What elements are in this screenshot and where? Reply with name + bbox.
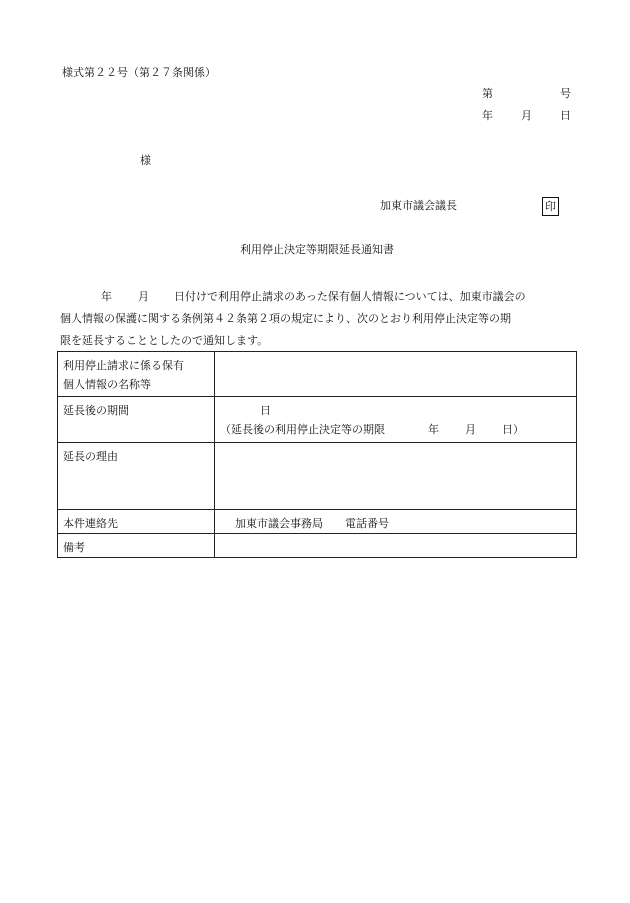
table-row xyxy=(58,534,577,558)
table-row xyxy=(58,397,577,443)
body-line-1-rest: 日付けで利用停止請求のあった保有個人情報については、加東市議会の xyxy=(174,290,526,303)
extension-details-table xyxy=(57,351,577,558)
document-title: 利用停止決定等期限延長通知書 xyxy=(240,243,394,256)
record-name-value xyxy=(215,352,577,397)
body-year: 年 xyxy=(101,290,112,303)
seal-mark: 印 xyxy=(542,197,559,216)
doc-number-suffix: 号 xyxy=(560,87,571,100)
doc-number-prefix: 第 xyxy=(482,87,493,100)
extension-reason-value xyxy=(215,443,577,510)
extension-reason-label: 延長の理由 xyxy=(58,443,215,510)
addressee-suffix: 様 xyxy=(140,154,151,167)
body-text xyxy=(60,286,580,352)
table-row xyxy=(58,443,577,510)
remarks-value xyxy=(215,534,577,558)
table-row xyxy=(58,510,577,534)
date-year: 年 xyxy=(482,109,493,122)
record-name-label: 利用停止請求に係る保有 個人情報の名称等 xyxy=(58,352,215,397)
date-month: 月 xyxy=(521,109,532,122)
extended-days: 日 xyxy=(260,404,271,417)
contact-office: 加東市議会事務局 xyxy=(235,517,323,530)
extended-period-label: 延長後の期間 xyxy=(58,397,215,443)
extended-period-value xyxy=(215,397,577,443)
contact-value xyxy=(215,510,577,534)
date-day: 日 xyxy=(560,109,571,122)
remarks-label: 備考 xyxy=(58,534,215,558)
form-number: 様式第２２号（第２７条関係） xyxy=(62,66,216,79)
contact-label: 本件連絡先 xyxy=(58,510,215,534)
extended-deadline: （延長後の利用停止決定等の期限 年 月 日） xyxy=(220,423,524,436)
contact-phone-label: 電話番号 xyxy=(345,517,389,530)
body-line-1 xyxy=(60,286,580,308)
body-line-3: 限を延長することとしたので通知します。 xyxy=(60,334,269,347)
body-month: 月 xyxy=(138,290,149,303)
sender-name: 加東市議会議長 xyxy=(380,199,457,212)
table-row xyxy=(58,352,577,397)
body-line-2: 個人情報の保護に関する条例第４２条第２項の規定により、次のとおり利用停止決定等の期 xyxy=(60,312,511,325)
